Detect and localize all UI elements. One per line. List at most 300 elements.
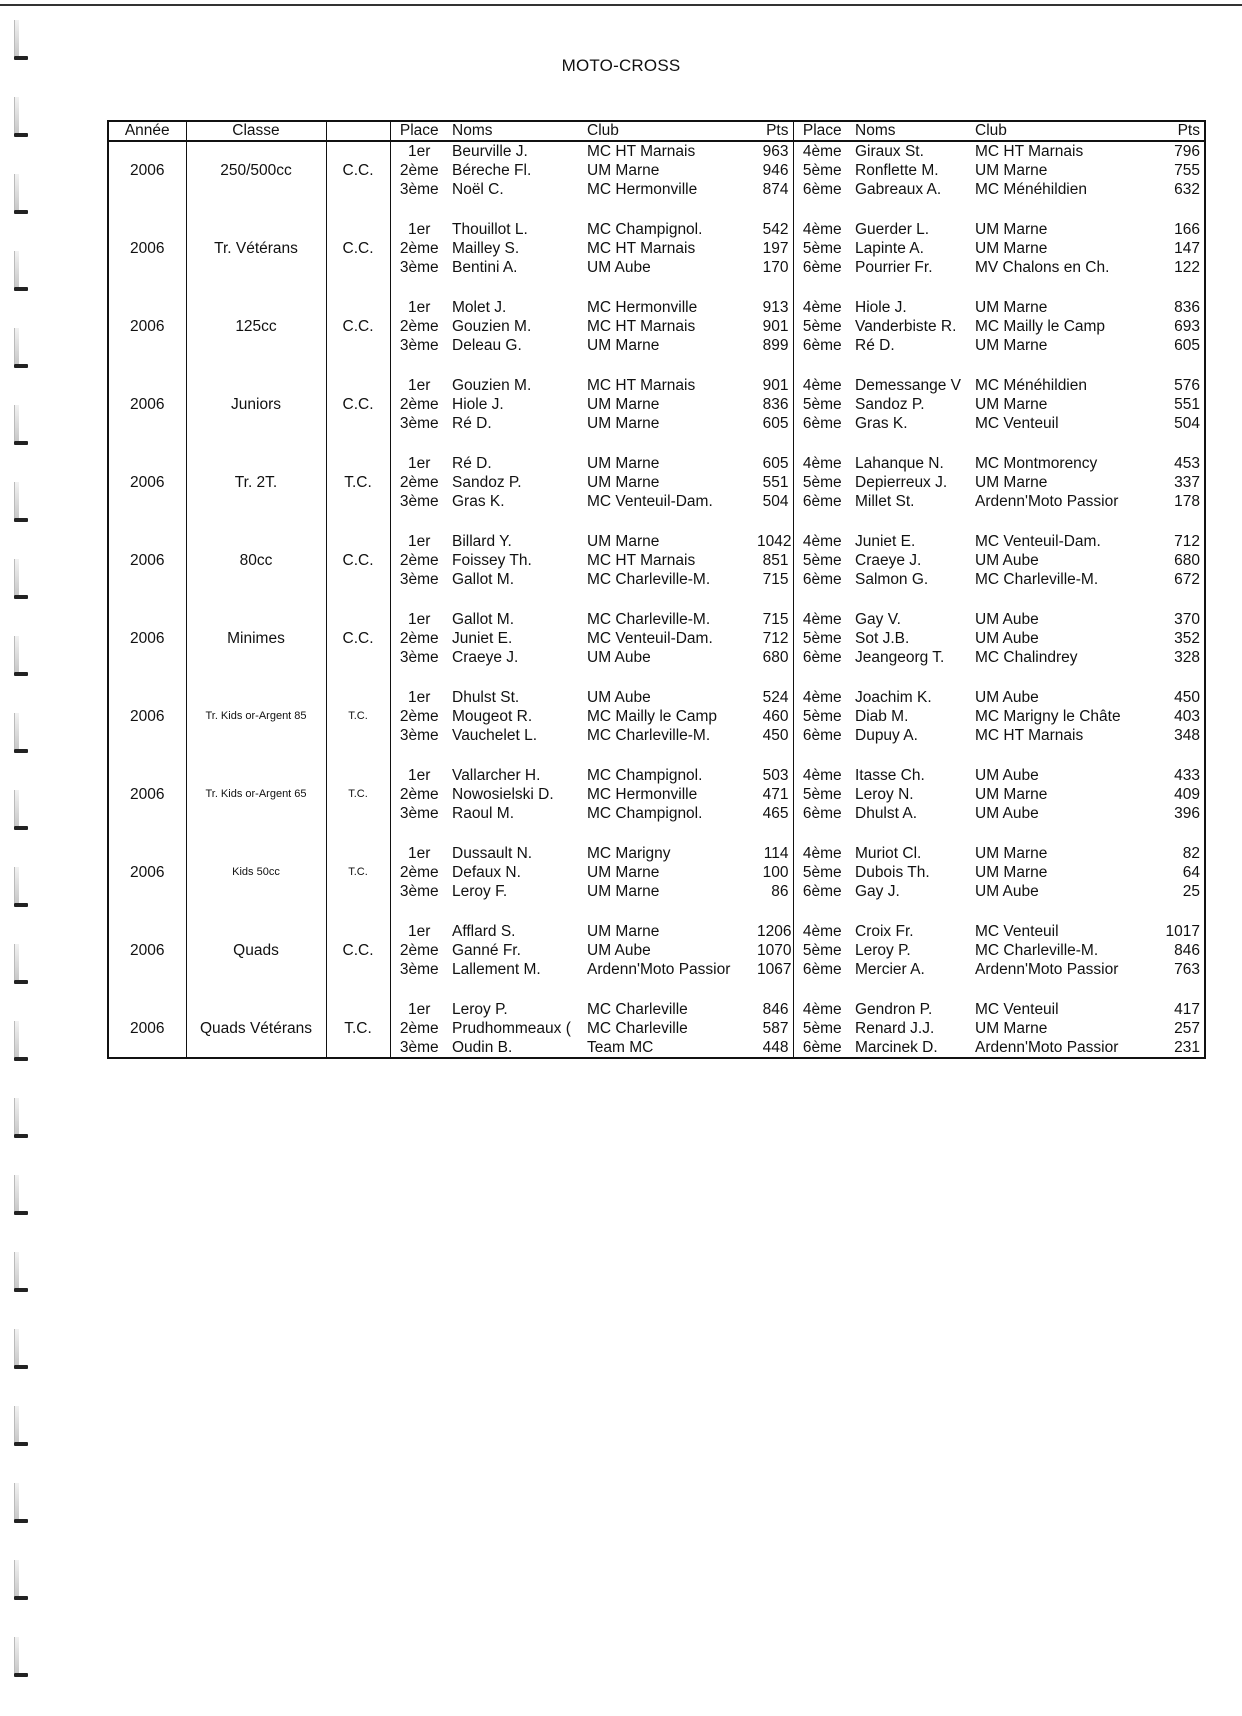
category-cell-empty: [326, 220, 390, 239]
points-cell-2: 64: [1182, 864, 1200, 881]
place-cell-2: 5ème: [802, 1020, 842, 1037]
classe-cell: Tr. Kids or-Argent 65: [186, 785, 326, 804]
place-cell: 2ème: [399, 474, 439, 491]
binding-ring: [14, 1098, 28, 1142]
points-cell-2: 409: [1174, 786, 1200, 803]
classe-cell-empty: [186, 454, 326, 473]
classe-cell-empty: [186, 766, 326, 785]
annee-cell-empty: [108, 532, 186, 551]
annee-cell-empty: [108, 1000, 186, 1019]
spacer-cell: [753, 199, 793, 220]
spacer-cell: [186, 433, 326, 454]
group-spacer: [108, 823, 1205, 844]
annee-cell-empty: [108, 376, 186, 395]
place-cell-2: 4ème: [802, 689, 842, 706]
classe-cell-empty: [186, 570, 326, 589]
classe-cell-empty: [186, 922, 326, 941]
points-cell: 899: [753, 336, 793, 355]
club-cell-2: MC HT Marnais: [975, 143, 1084, 160]
table-row: [108, 688, 1205, 707]
points-cell-2: 605: [1174, 337, 1200, 354]
points-cell: 846: [753, 1000, 793, 1019]
annee-cell: 2006: [108, 863, 186, 882]
category-cell-empty: [326, 454, 390, 473]
points-cell: 680: [753, 648, 793, 667]
club-cell: UM Marne: [587, 474, 660, 491]
name-cell: Dussault N.: [452, 845, 533, 862]
club-cell-2: UM Marne: [975, 474, 1048, 491]
spacer-cell: [971, 433, 1145, 454]
table-row: [108, 454, 1205, 473]
points-cell: 901: [753, 317, 793, 336]
points-cell-2: 25: [1182, 883, 1200, 900]
category-cell-empty: [326, 960, 390, 979]
spacer-cell: [390, 745, 448, 766]
annee-cell-empty: [108, 454, 186, 473]
header-noms: Noms: [448, 121, 583, 141]
place-cell: 2ème: [399, 552, 439, 569]
place-cell-2: 6ème: [802, 415, 842, 432]
spacer-cell: [793, 511, 851, 532]
spacer-cell: [971, 199, 1145, 220]
spacer-cell: [448, 745, 583, 766]
header-classe: Classe: [186, 121, 326, 141]
place-cell-2: 4ème: [802, 611, 842, 628]
club-cell: UM Marne: [587, 455, 660, 472]
club-cell-2: MC Charleville-M.: [975, 942, 1099, 959]
header-noms-2: Noms: [851, 121, 971, 141]
points-cell-2: 672: [1174, 571, 1200, 588]
club-cell: UM Marne: [587, 415, 660, 432]
points-cell: 605: [753, 414, 793, 433]
table-row: [108, 473, 1205, 492]
group-spacer: [108, 667, 1205, 688]
classe-cell: 80cc: [186, 551, 326, 570]
spacer-cell: [583, 901, 753, 922]
spacer-cell: [326, 979, 390, 1000]
points-cell-2: 433: [1174, 767, 1200, 784]
place-cell: 2ème: [399, 786, 439, 803]
points-cell: 913: [753, 298, 793, 317]
club-cell-2: UM Marne: [975, 786, 1048, 803]
spacer-cell: [583, 511, 753, 532]
spacer-cell: [448, 511, 583, 532]
spacer-cell: [1145, 589, 1205, 610]
club-cell: MC HT Marnais: [587, 552, 696, 569]
binding-ring: [14, 1560, 28, 1604]
header-category: [326, 121, 390, 141]
annee-cell-empty: [108, 258, 186, 277]
classe-cell-empty: [186, 532, 326, 551]
table-row: [108, 239, 1205, 258]
name-cell-2: Sandoz P.: [855, 396, 925, 413]
place-cell: 3ème: [399, 961, 439, 978]
points-cell: 504: [753, 492, 793, 511]
name-cell: Bentini A.: [452, 259, 518, 276]
spacer-cell: [851, 979, 971, 1000]
club-cell: MC Champignol.: [587, 805, 703, 822]
spacer-cell: [108, 745, 186, 766]
spacer-cell: [753, 589, 793, 610]
spacer-cell: [753, 667, 793, 688]
club-cell: Ardenn'Moto Passior: [587, 961, 731, 978]
spacer-cell: [108, 199, 186, 220]
points-cell: 100: [753, 863, 793, 882]
classe-cell: Tr. Vétérans: [186, 239, 326, 258]
points-cell: 715: [753, 570, 793, 589]
header-annee: Année: [108, 121, 186, 141]
name-cell: Billard Y.: [452, 533, 512, 550]
table-row: [108, 766, 1205, 785]
header-place: Place: [390, 121, 448, 141]
points-cell: 712: [753, 629, 793, 648]
spacer-cell: [971, 355, 1145, 376]
place-cell-2: 5ème: [802, 474, 842, 491]
points-cell: 587: [753, 1019, 793, 1038]
club-cell-2: UM Aube: [975, 552, 1039, 569]
spacer-cell: [326, 511, 390, 532]
table-row: [108, 376, 1205, 395]
name-cell-2: Demessange V: [855, 377, 961, 394]
spacer-cell: [851, 199, 971, 220]
name-cell-2: Itasse Ch.: [855, 767, 925, 784]
name-cell: Gouzien M.: [452, 318, 532, 335]
points-cell: 471: [753, 785, 793, 804]
club-cell-2: MV Chalons en Ch.: [975, 259, 1110, 276]
spacer-cell: [186, 199, 326, 220]
annee-cell: 2006: [108, 551, 186, 570]
annee-cell-empty: [108, 766, 186, 785]
place-cell-2: 4ème: [802, 143, 842, 160]
table-row: [108, 336, 1205, 355]
table-row: [108, 629, 1205, 648]
points-cell-2: 257: [1174, 1020, 1200, 1037]
top-rule: [0, 4, 1242, 6]
name-cell: Ganné Fr.: [452, 942, 521, 959]
spacer-cell: [583, 433, 753, 454]
name-cell: Nowosielski D.: [452, 786, 554, 803]
category-cell-empty: [326, 804, 390, 823]
binding-ring: [14, 1483, 28, 1527]
spacer-cell: [326, 823, 390, 844]
points-cell: 170: [753, 258, 793, 277]
points-cell-2: 147: [1174, 240, 1200, 257]
spacer-cell: [793, 823, 851, 844]
annee-cell-empty: [108, 220, 186, 239]
binding-ring: [14, 944, 28, 988]
club-cell: UM Marne: [587, 533, 660, 550]
table-row: [108, 1038, 1205, 1058]
place-cell: 2ème: [399, 162, 439, 179]
name-cell: Foissey Th.: [452, 552, 532, 569]
spacer-cell: [1145, 199, 1205, 220]
spacer-cell: [390, 199, 448, 220]
name-cell-2: Dubois Th.: [855, 864, 930, 881]
classe-cell: 125cc: [186, 317, 326, 336]
club-cell: UM Marne: [587, 864, 660, 881]
classe-cell: Minimes: [186, 629, 326, 648]
name-cell-2: Marcinek D.: [855, 1039, 938, 1056]
club-cell: Team MC: [587, 1039, 654, 1056]
spacer-cell: [971, 277, 1145, 298]
category-cell-empty: [326, 882, 390, 901]
category-cell-empty: [326, 844, 390, 863]
club-cell-2: UM Marne: [975, 864, 1048, 881]
points-cell-2: 693: [1174, 318, 1200, 335]
spacer-cell: [793, 979, 851, 1000]
category-cell: T.C.: [326, 785, 390, 804]
place-cell: 1er: [408, 767, 431, 784]
spacer-cell: [186, 511, 326, 532]
club-cell: UM Aube: [587, 689, 651, 706]
binding-ring: [14, 1406, 28, 1450]
name-cell: Ré D.: [452, 455, 492, 472]
binding-ring: [14, 636, 28, 680]
club-cell: MC Champignol.: [587, 767, 703, 784]
club-cell: MC Charleville: [587, 1001, 688, 1018]
name-cell-2: Juniet E.: [855, 533, 916, 550]
name-cell-2: Guerder L.: [855, 221, 930, 238]
points-cell: 1067: [753, 960, 793, 979]
club-cell-2: UM Marne: [975, 240, 1048, 257]
annee-cell-empty: [108, 141, 186, 161]
place-cell-2: 5ème: [802, 942, 842, 959]
club-cell-2: Ardenn'Moto Passior: [975, 1039, 1119, 1056]
club-cell-2: MC Venteuil: [975, 1001, 1059, 1018]
annee-cell-empty: [108, 298, 186, 317]
club-cell: MC Charleville-M.: [587, 727, 711, 744]
annee-cell-empty: [108, 414, 186, 433]
classe-cell: Quads Vétérans: [186, 1019, 326, 1038]
place-cell: 1er: [408, 299, 431, 316]
place-cell-2: 5ème: [802, 318, 842, 335]
points-cell-2: 846: [1174, 942, 1200, 959]
points-cell-2: 166: [1174, 221, 1200, 238]
place-cell-2: 5ème: [802, 240, 842, 257]
name-cell: Prudhommeaux (: [452, 1020, 571, 1037]
name-cell: Beurville J.: [452, 143, 528, 160]
club-cell-2: UM Aube: [975, 630, 1039, 647]
name-cell: Lallement M.: [452, 961, 541, 978]
club-cell-2: UM Marne: [975, 845, 1048, 862]
place-cell: 2ème: [399, 1020, 439, 1037]
club-cell: MC Venteuil-Dam.: [587, 493, 713, 510]
classe-cell: Juniors: [186, 395, 326, 414]
classe-cell-empty: [186, 492, 326, 511]
table-row: [108, 960, 1205, 979]
club-cell-2: Ardenn'Moto Passior: [975, 961, 1119, 978]
name-cell-2: Salmon G.: [855, 571, 929, 588]
annee-cell: 2006: [108, 239, 186, 258]
table-row: [108, 298, 1205, 317]
category-cell-empty: [326, 648, 390, 667]
spacer-cell: [583, 745, 753, 766]
place-cell: 3ème: [399, 649, 439, 666]
classe-cell-empty: [186, 610, 326, 629]
club-cell: MC Charleville-M.: [587, 571, 711, 588]
spacer-cell: [793, 589, 851, 610]
spacer-cell: [326, 277, 390, 298]
points-cell: 542: [753, 220, 793, 239]
club-cell-2: MC Chalindrey: [975, 649, 1078, 666]
spacer-cell: [971, 901, 1145, 922]
spacer-cell: [583, 823, 753, 844]
group-spacer: [108, 901, 1205, 922]
name-cell-2: Pourrier Fr.: [855, 259, 933, 276]
binding-ring: [14, 1252, 28, 1296]
spacer-cell: [448, 199, 583, 220]
place-cell: 3ème: [399, 181, 439, 198]
classe-cell-empty: [186, 960, 326, 979]
club-cell: MC Hermonville: [587, 299, 698, 316]
club-cell: MC Mailly le Camp: [587, 708, 718, 725]
place-cell-2: 6ème: [802, 961, 842, 978]
club-cell-2: MC Mailly le Camp: [975, 318, 1106, 335]
name-cell-2: Hiole J.: [855, 299, 907, 316]
category-cell-empty: [326, 532, 390, 551]
club-cell-2: MC Venteuil-Dam.: [975, 533, 1101, 550]
category-cell-empty: [326, 688, 390, 707]
club-cell-2: MC Venteuil: [975, 923, 1059, 940]
place-cell: 1er: [408, 923, 431, 940]
place-cell: 3ème: [399, 571, 439, 588]
place-cell-2: 6ème: [802, 493, 842, 510]
points-cell: 450: [753, 726, 793, 745]
club-cell: MC Venteuil-Dam.: [587, 630, 713, 647]
points-cell: 465: [753, 804, 793, 823]
name-cell: Raoul M.: [452, 805, 515, 822]
points-cell: 851: [753, 551, 793, 570]
table-row: [108, 882, 1205, 901]
club-cell-2: UM Aube: [975, 805, 1039, 822]
spacer-cell: [1145, 511, 1205, 532]
points-cell-2: 122: [1174, 259, 1200, 276]
binding-ring: [14, 405, 28, 449]
place-cell-2: 5ème: [802, 708, 842, 725]
spacer-cell: [851, 433, 971, 454]
points-cell: 197: [753, 239, 793, 258]
spacer-cell: [448, 979, 583, 1000]
place-cell-2: 6ème: [802, 1039, 842, 1056]
place-cell-2: 5ème: [802, 396, 842, 413]
classe-cell-empty: [186, 414, 326, 433]
spacer-cell: [851, 745, 971, 766]
binding-ring: [14, 1175, 28, 1219]
spacer-cell: [326, 355, 390, 376]
annee-cell-empty: [108, 336, 186, 355]
spacer-cell: [1145, 433, 1205, 454]
points-cell: 114: [753, 844, 793, 863]
category-cell-empty: [326, 141, 390, 161]
annee-cell-empty: [108, 180, 186, 199]
spacer-cell: [108, 355, 186, 376]
spacer-cell: [108, 901, 186, 922]
club-cell-2: UM Marne: [975, 337, 1048, 354]
name-cell-2: Gabreaux A.: [855, 181, 942, 198]
classe-cell-empty: [186, 1038, 326, 1058]
spacer-cell: [753, 979, 793, 1000]
group-spacer: [108, 355, 1205, 376]
table-row: [108, 161, 1205, 180]
spacer-cell: [583, 589, 753, 610]
club-cell-2: MC Marigny le Châte: [975, 708, 1121, 725]
club-cell: MC Charleville: [587, 1020, 688, 1037]
place-cell: 2ème: [399, 240, 439, 257]
spacer-cell: [108, 277, 186, 298]
points-cell: 946: [753, 161, 793, 180]
name-cell-2: Jeangeorg T.: [855, 649, 945, 666]
classe-cell-empty: [186, 258, 326, 277]
category-cell: C.C.: [326, 239, 390, 258]
table-header-row: [108, 121, 1205, 141]
table-row: [108, 804, 1205, 823]
club-cell: MC Charleville-M.: [587, 611, 711, 628]
club-cell: UM Marne: [587, 923, 660, 940]
spacer-cell: [186, 355, 326, 376]
category-cell-empty: [326, 1000, 390, 1019]
place-cell-2: 4ème: [802, 1001, 842, 1018]
category-cell: C.C.: [326, 317, 390, 336]
club-cell-2: UM Marne: [975, 299, 1048, 316]
place-cell-2: 5ème: [802, 630, 842, 647]
name-cell-2: Croix Fr.: [855, 923, 914, 940]
spacer-cell: [326, 199, 390, 220]
points-cell: 901: [753, 376, 793, 395]
club-cell-2: UM Marne: [975, 221, 1048, 238]
annee-cell-empty: [108, 804, 186, 823]
category-cell: C.C.: [326, 395, 390, 414]
points-cell-2: 370: [1174, 611, 1200, 628]
points-cell-2: 417: [1174, 1001, 1200, 1018]
spacer-cell: [448, 589, 583, 610]
points-cell-2: 836: [1174, 299, 1200, 316]
name-cell: Mailley S.: [452, 240, 520, 257]
annee-cell: 2006: [108, 941, 186, 960]
points-cell-2: 1017: [1165, 923, 1200, 940]
place-cell: 2ème: [399, 318, 439, 335]
spacer-cell: [448, 823, 583, 844]
spacer-cell: [1145, 979, 1205, 1000]
place-cell-2: 6ème: [802, 337, 842, 354]
category-cell-empty: [326, 726, 390, 745]
club-cell: MC Champignol.: [587, 221, 703, 238]
spacer-cell: [793, 355, 851, 376]
name-cell: Juniet E.: [452, 630, 513, 647]
name-cell-2: Giraux St.: [855, 143, 924, 160]
points-cell: 963: [753, 141, 793, 161]
name-cell-2: Lapinte A.: [855, 240, 924, 257]
name-cell-2: Mercier A.: [855, 961, 925, 978]
header-club: Club: [583, 121, 753, 141]
category-cell-empty: [326, 414, 390, 433]
name-cell: Gallot M.: [452, 571, 515, 588]
spacer-cell: [390, 901, 448, 922]
spacer-cell: [851, 823, 971, 844]
place-cell: 3ème: [399, 493, 439, 510]
binding-ring: [14, 713, 28, 757]
name-cell: Gouzien M.: [452, 377, 532, 394]
name-cell-2: Gay J.: [855, 883, 900, 900]
place-cell-2: 4ème: [802, 767, 842, 784]
table-row: [108, 395, 1205, 414]
points-cell-2: 680: [1174, 552, 1200, 569]
club-cell: MC Hermonville: [587, 181, 698, 198]
club-cell-2: MC HT Marnais: [975, 727, 1084, 744]
classe-cell: Quads: [186, 941, 326, 960]
annee-cell: 2006: [108, 473, 186, 492]
annee-cell-empty: [108, 960, 186, 979]
name-cell: Vauchelet L.: [452, 727, 538, 744]
